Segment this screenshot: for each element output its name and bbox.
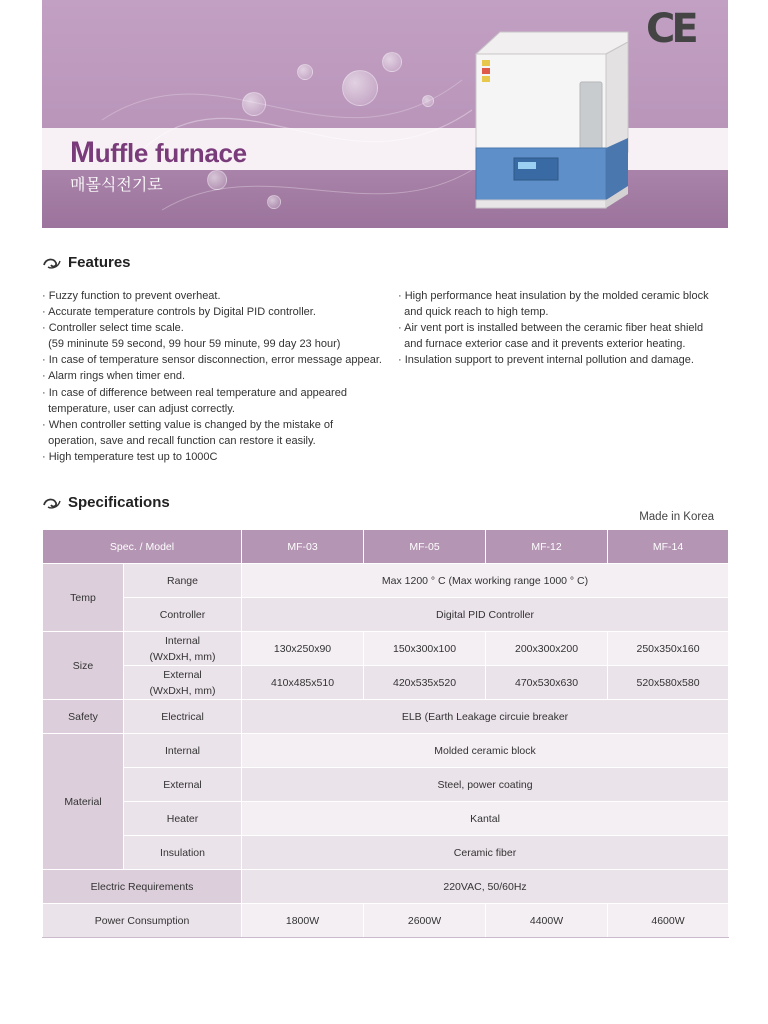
spec-value-cell: 4400W	[486, 904, 608, 938]
spec-value-cell: Molded ceramic block	[242, 734, 729, 768]
spec-label-cell: Internal	[124, 734, 242, 768]
spec-value-cell: 220VAC, 50/60Hz	[242, 870, 729, 904]
specifications-table	[42, 529, 729, 938]
header-model: MF-14	[608, 530, 729, 564]
feature-item: · High temperature test up to 1000C	[42, 450, 218, 463]
swirl-icon	[42, 496, 62, 510]
feature-item: · In case of difference between real temperature and appeared	[42, 386, 347, 399]
table-row	[43, 700, 729, 734]
feature-item: · Accurate temperature controls by Digital PID controller.	[42, 306, 316, 319]
spec-value-cell: Max 1200 ° C (Max working range 1000 ° C)	[242, 564, 729, 598]
spec-label-line: (WxDxH, mm)	[149, 650, 216, 663]
table-row	[43, 802, 729, 836]
swirl-icon	[42, 256, 62, 270]
spec-value-cell: 130x250x90	[242, 632, 364, 666]
table-header-row	[43, 530, 729, 564]
table-row	[43, 870, 729, 904]
spec-value-cell: 420x535x520	[364, 666, 486, 700]
feature-item: · When controller setting value is changed by the mistake of	[42, 418, 334, 431]
category-cell: Size	[43, 632, 124, 700]
spec-value-cell: 150x300x100	[364, 632, 486, 666]
table-row	[43, 904, 729, 938]
muffle-furnace-image	[470, 28, 632, 213]
table-row	[43, 666, 729, 700]
spec-value-cell: ELB (Earth Leakage circuie breaker	[242, 700, 729, 734]
spec-label-line: (WxDxH, mm)	[149, 684, 216, 697]
spec-label-cell: Electrical	[124, 700, 242, 734]
spec-label-cell: Heater	[124, 802, 242, 836]
features-heading	[42, 254, 131, 271]
feature-item: (59 mininute 59 second, 99 hour 59 minute, 99 day 23 hour)	[42, 338, 341, 351]
feature-item: · In case of temperature sensor disconnection, error message appear.	[42, 354, 382, 367]
table-row	[43, 734, 729, 768]
spec-value-cell: Steel, power coating	[242, 768, 729, 802]
spec-label-cell: Controller	[124, 598, 242, 632]
feature-item: · Fuzzy function to prevent overheat.	[42, 290, 221, 302]
spec-label-cell: Range	[124, 564, 242, 598]
spec-label-cell: Electric Requirements	[43, 870, 242, 904]
table-row	[43, 768, 729, 802]
feature-item: and quick reach to high temp.	[398, 306, 549, 319]
spec-label-cell: Insulation	[124, 836, 242, 870]
header-spec-model: Spec. / Model	[43, 530, 242, 564]
spec-label-cell: Power Consumption	[43, 904, 242, 938]
spec-value-cell: 520x580x580	[608, 666, 729, 700]
specifications-heading	[42, 494, 170, 511]
page-title: Muffle furnace	[70, 136, 247, 169]
spec-value-cell: 410x485x510	[242, 666, 364, 700]
feature-item: · High performance heat insulation by the molded ceramic block	[398, 290, 709, 302]
spec-value-cell: Kantal	[242, 802, 729, 836]
feature-item: temperature, user can adjust correctly.	[42, 402, 235, 415]
table-row	[43, 564, 729, 598]
header-model: MF-03	[242, 530, 364, 564]
spec-value-cell: Ceramic fiber	[242, 836, 729, 870]
spec-value-cell: 470x530x630	[486, 666, 608, 700]
category-cell: Temp	[43, 564, 124, 632]
made-in-label: Made in Korea	[639, 511, 714, 523]
features-heading-label: Features	[68, 254, 131, 271]
spec-label-cell	[124, 666, 242, 700]
features-list-right	[398, 288, 728, 368]
spec-value-cell: 2600W	[364, 904, 486, 938]
feature-item: operation, save and recall function can restore it easily.	[42, 434, 316, 447]
ce-certification-mark: CE	[646, 6, 695, 52]
spec-label-line: Internal	[164, 634, 201, 647]
features-list-left	[42, 288, 392, 465]
feature-item: · Alarm rings when timer end.	[42, 370, 186, 383]
feature-item: · Insulation support to prevent internal pollution and damage.	[398, 354, 694, 367]
feature-item: · Air vent port is installed between the ceramic fiber heat shield	[398, 322, 704, 335]
category-cell: Safety	[43, 700, 124, 734]
spec-label-cell	[124, 632, 242, 666]
page-subtitle-korean: 매몰식전기로	[70, 177, 163, 194]
spec-label-line: External	[163, 668, 202, 681]
category-cell: Material	[43, 734, 124, 870]
table-row	[43, 836, 729, 870]
feature-item: and furnace exterior case and it prevents exterior heating.	[398, 338, 686, 351]
feature-item: · Controller select time scale.	[42, 322, 184, 335]
spec-value-cell: 1800W	[242, 904, 364, 938]
spec-value-cell: 4600W	[608, 904, 729, 938]
table-row	[43, 598, 729, 632]
spec-value-cell: 250x350x160	[608, 632, 729, 666]
specifications-heading-label: Specifications	[68, 494, 170, 511]
spec-value-cell: Digital PID Controller	[242, 598, 729, 632]
spec-label-cell: External	[124, 768, 242, 802]
spec-value-cell: 200x300x200	[486, 632, 608, 666]
header-model: MF-05	[364, 530, 486, 564]
header-model: MF-12	[486, 530, 608, 564]
table-row	[43, 632, 729, 666]
